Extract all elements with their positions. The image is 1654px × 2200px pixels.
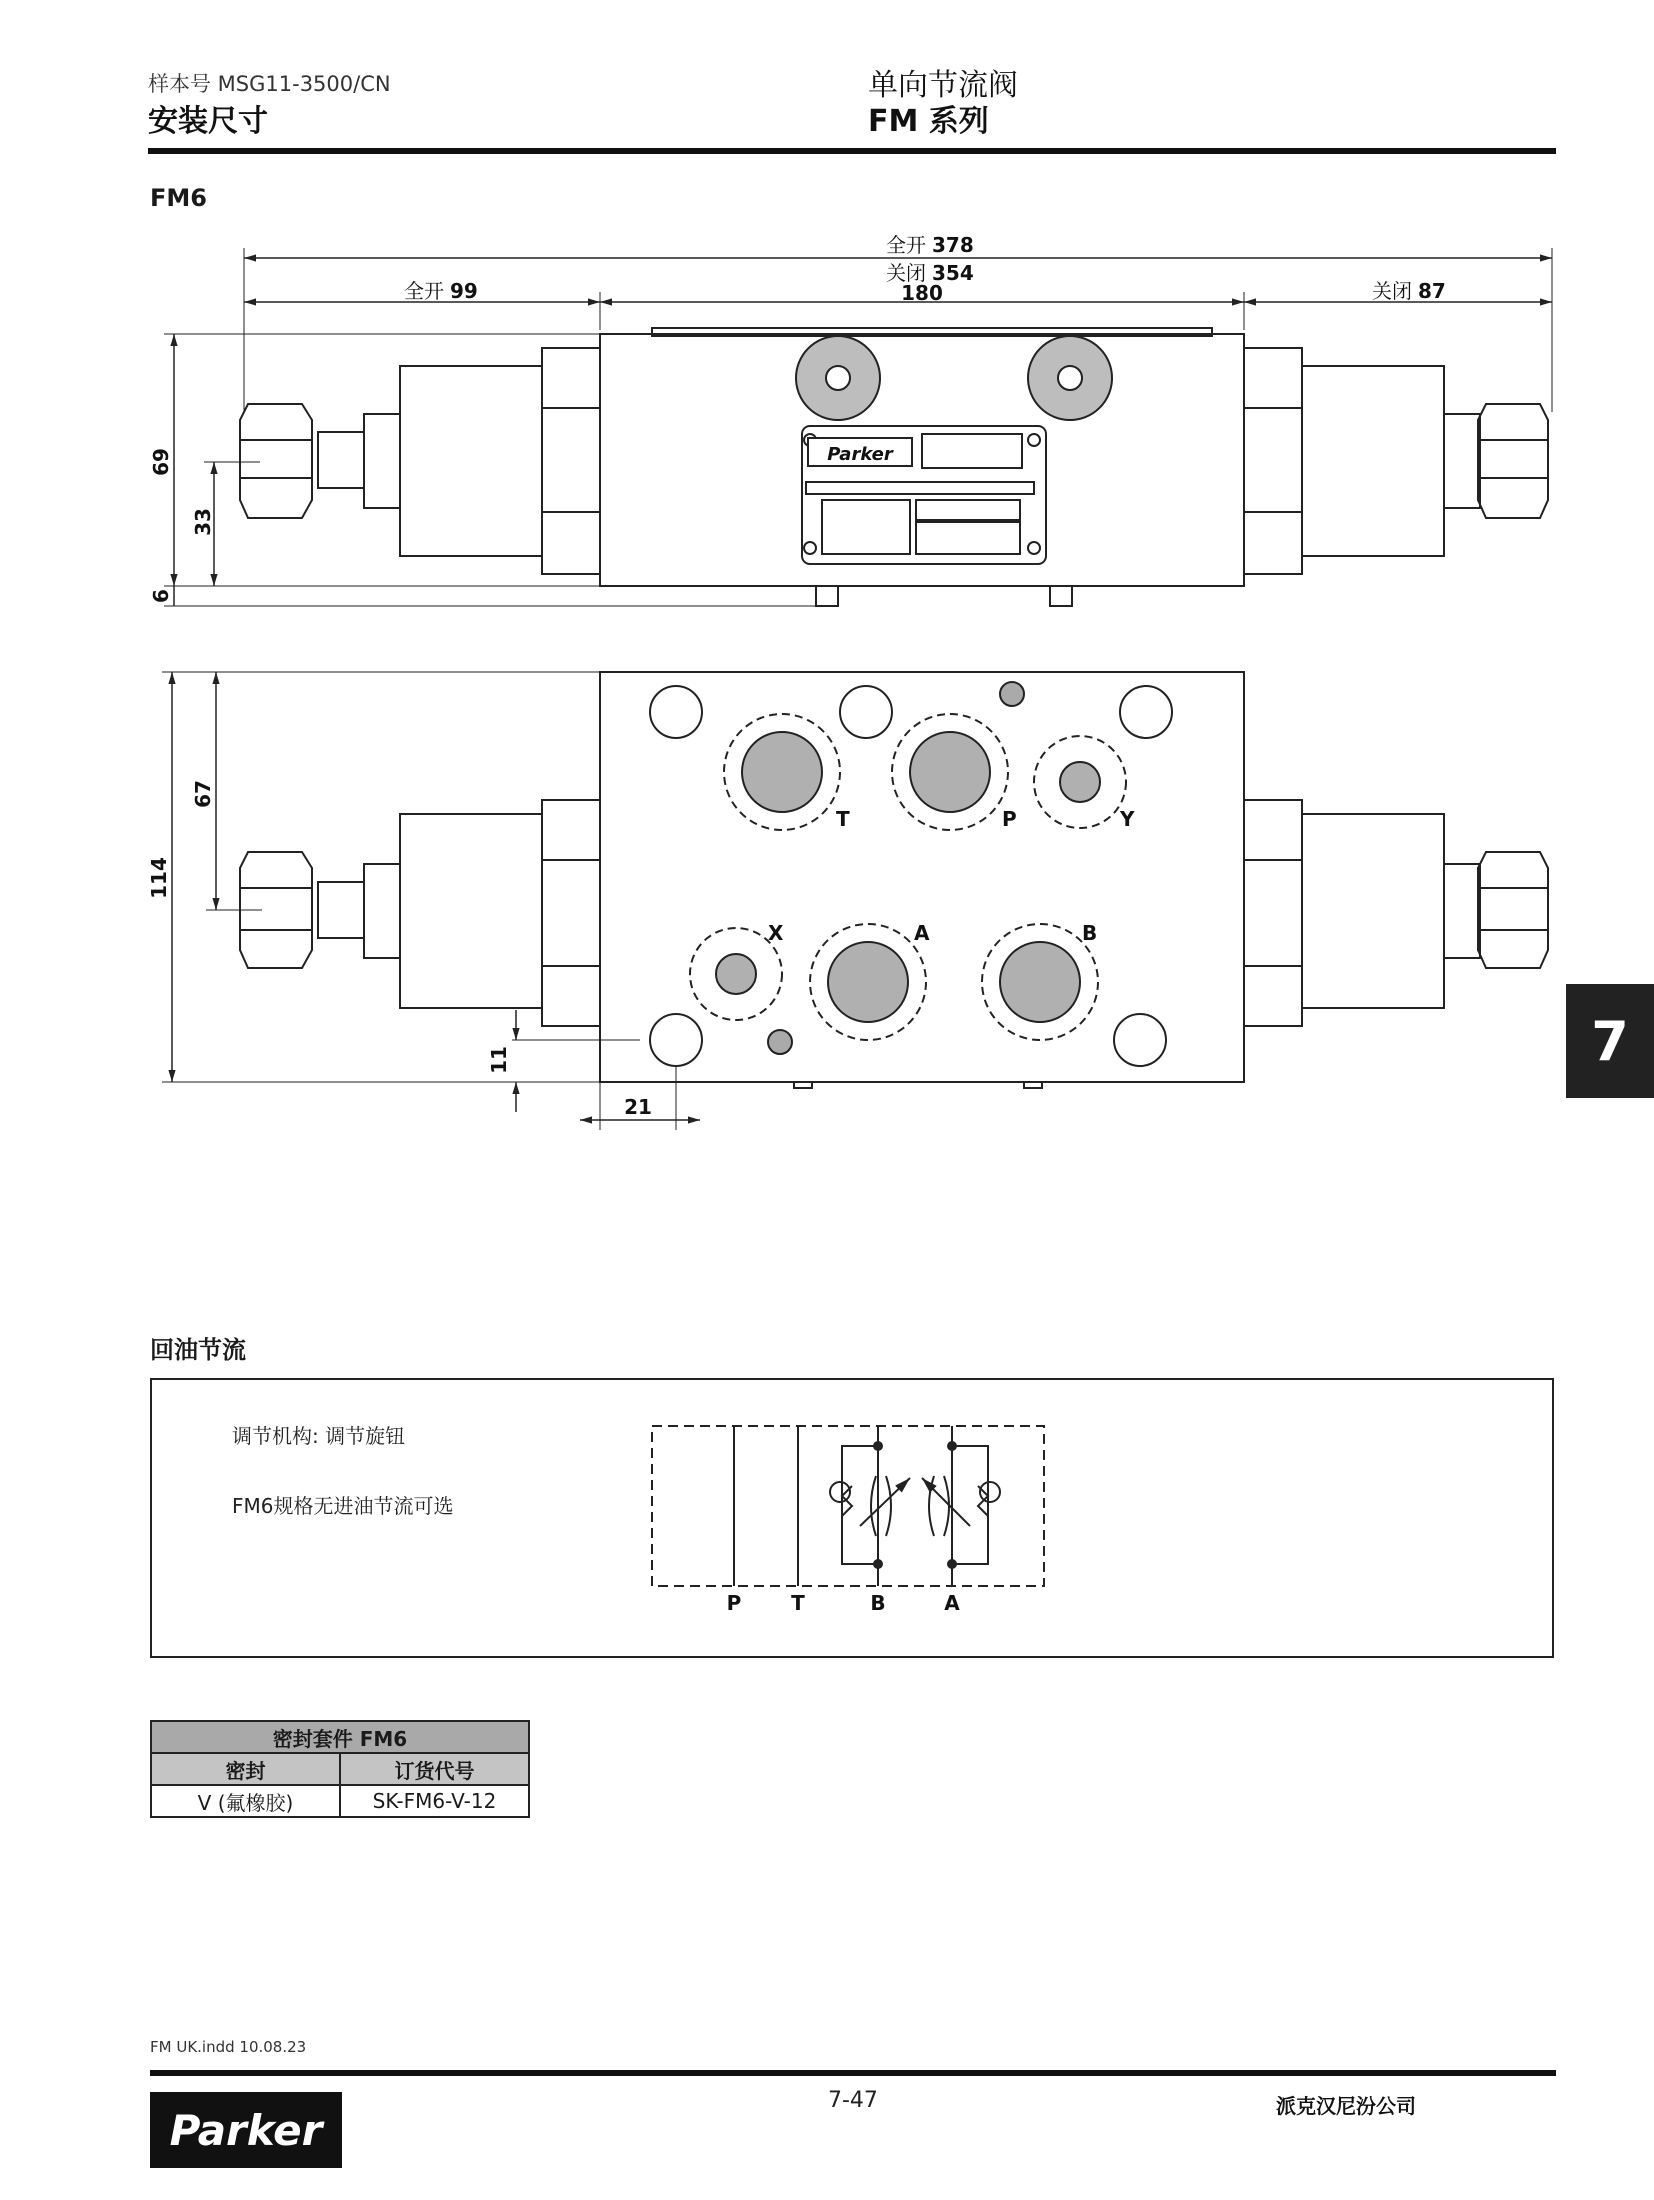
- seal-col-header: 密封: [151, 1753, 340, 1785]
- section-title: 安装尺寸: [148, 104, 268, 139]
- seal-table-title: 密封套件 FM6: [151, 1721, 529, 1753]
- schem-port-B: B: [870, 1591, 886, 1615]
- dim-114: 114: [147, 857, 171, 899]
- dim-left-val: 99: [450, 279, 478, 303]
- schematic-note-2: FM6规格无进油节流可选: [232, 1494, 454, 1518]
- schem-port-A: A: [944, 1591, 960, 1615]
- company-name: 派克汉尼汾公司: [1276, 2094, 1416, 2118]
- dim-33: 33: [191, 508, 215, 536]
- parker-logo: [150, 2092, 342, 2168]
- dim-69: 69: [149, 448, 173, 476]
- table-row: [151, 1785, 529, 1817]
- page-number: 7-47: [828, 2088, 878, 2113]
- catalog-number: 样本号 MSG11-3500/CN: [148, 72, 391, 96]
- port-Y-label: Y: [1120, 807, 1135, 831]
- footer-rule: [150, 2070, 1556, 2076]
- order-cell: SK-FM6-V-12: [340, 1785, 529, 1817]
- dim-right-val: 87: [1418, 279, 1446, 303]
- dim-closed-label: 关闭: [886, 261, 926, 285]
- port-B-label: B: [1082, 921, 1098, 945]
- order-col-header: 订货代号: [340, 1753, 529, 1785]
- chapter-tab: 7: [1566, 984, 1654, 1098]
- port-P-label: P: [1002, 807, 1017, 831]
- seal-kit-table: [150, 1720, 530, 1818]
- dim-left-label: 全开: [404, 279, 444, 303]
- schematic-title: 回油节流: [150, 1336, 246, 1364]
- dim-right-label: 关闭: [1372, 279, 1412, 303]
- port-T-label: T: [836, 807, 850, 831]
- schem-port-T: T: [791, 1591, 805, 1615]
- port-A-label: A: [914, 921, 930, 945]
- nameplate-brand: Parker: [827, 444, 893, 465]
- footer-file-note: FM UK.indd 10.08.23: [150, 2038, 307, 2056]
- schem-port-P: P: [726, 1591, 742, 1615]
- schematic-note-1: 调节机构: 调节旋钮: [232, 1424, 406, 1448]
- hydraulic-symbol: [640, 1416, 1060, 1616]
- dim-body-width: 180: [901, 281, 943, 305]
- dim-open-label: 全开: [886, 233, 926, 257]
- dim-21: 21: [624, 1095, 652, 1119]
- parker-logo-text: Parker: [169, 2105, 323, 2155]
- dim-open-val: 378: [932, 233, 974, 257]
- product-title: 单向节流阀: [868, 68, 1018, 103]
- seal-cell: V (氟橡胶): [151, 1785, 340, 1817]
- dim-67: 67: [191, 780, 215, 808]
- port-X-label: X: [768, 921, 784, 945]
- dim-closed-val: 354: [932, 261, 974, 285]
- dim-6: 6: [149, 589, 173, 603]
- model-label: FM6: [150, 184, 207, 212]
- dim-11: 11: [487, 1046, 511, 1074]
- series-title: FM 系列: [868, 104, 989, 139]
